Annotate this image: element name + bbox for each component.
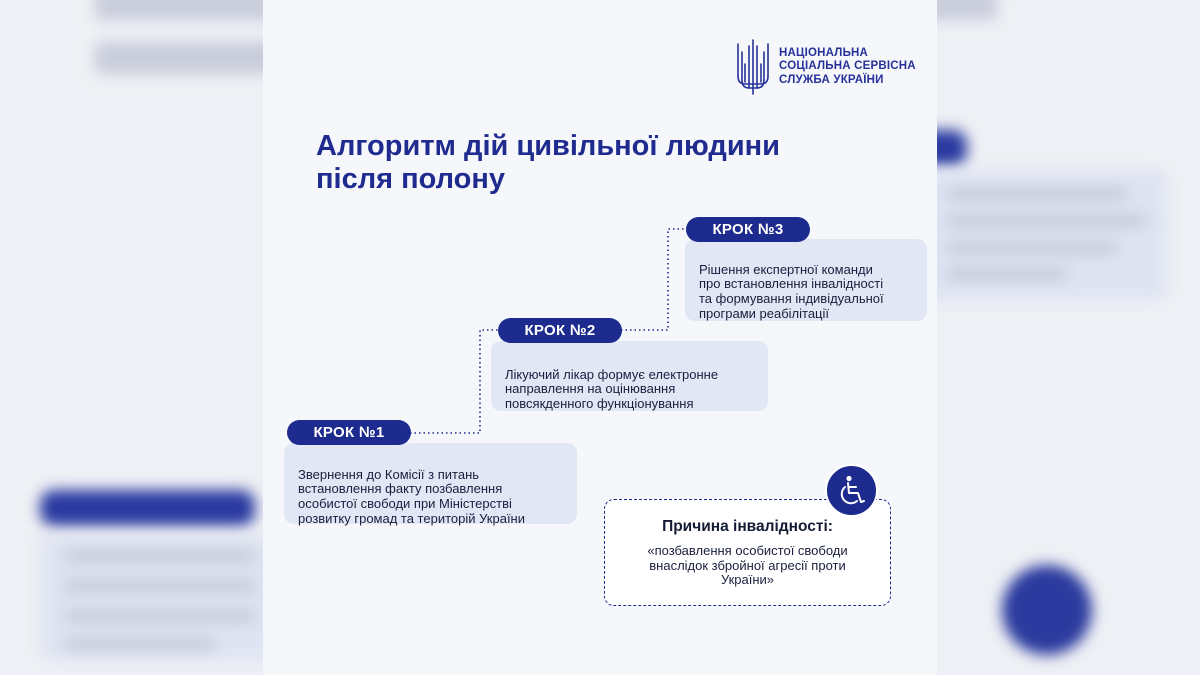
logo-text: НАЦІОНАЛЬНА СОЦІАЛЬНА СЕРВІСНА СЛУЖБА УКРАЇНИ [779,46,916,86]
wheelchair-icon [835,474,869,508]
step-2-box [491,341,768,411]
step-1-label: КРОК №1 [287,420,411,445]
blurred-background-right [937,0,1200,675]
connector-step2-step3 [621,229,686,330]
step-1-box [284,443,577,524]
reason-text: «позбавлення особистої свободи внаслідок збройної агресії проти України» [647,543,848,587]
step-2-text: Лікуючий лікар формує електронне направлення на оцінювання повсякденного функціонування [505,366,719,412]
step-3-box [685,239,927,321]
wheelchair-badge [825,464,878,517]
blurred-background-left [0,0,263,675]
connector-step1-step2 [410,330,498,433]
page-title: Алгоритм дій цивільної людини після полону [316,130,780,195]
step-3-text: Рішення експертної команди про встановлення інвалідності та формування індивідуальної програми реабілітації [699,261,884,321]
step-2-label: КРОК №2 [498,318,622,343]
reason-title: Причина інвалідності: [662,518,833,535]
step-3-label: КРОК №3 [686,217,810,242]
step-1-text: Звернення до Комісії з питань встановлення факту позбавлення особистої свободи при Міністерстві розвитку громад та територій України [298,466,525,526]
infographic-card [263,0,937,675]
